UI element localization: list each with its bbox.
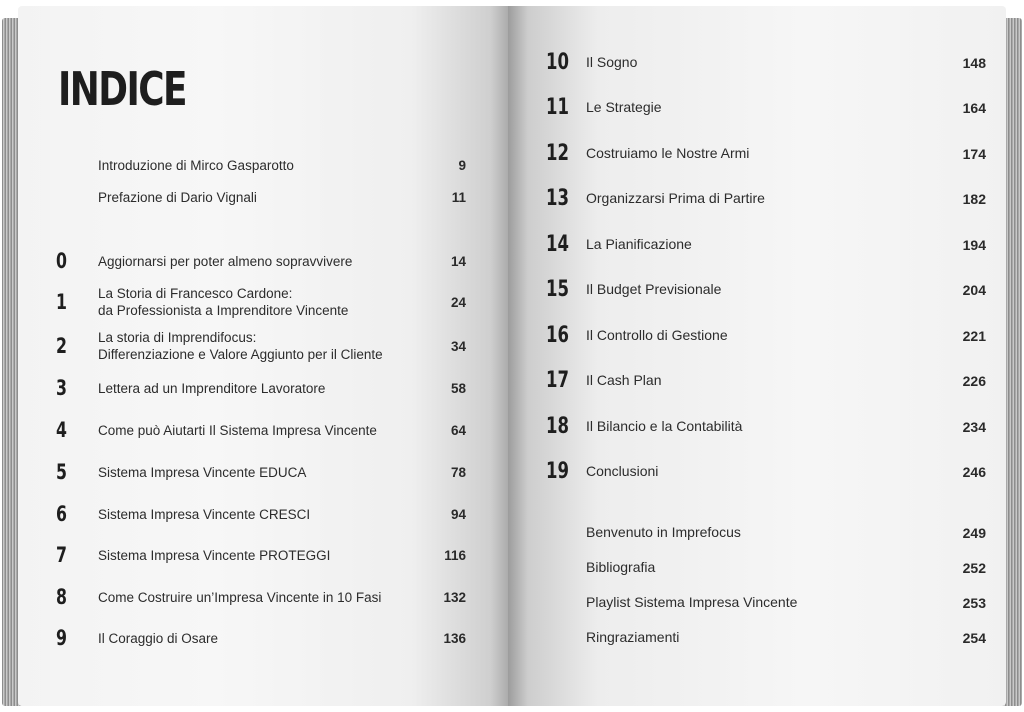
toc-entry: [56, 285, 466, 319]
chapter-title: Ringraziamenti: [586, 629, 680, 645]
chapter-title: Aggiornarsi per poter almeno sopravvivere: [98, 253, 353, 269]
chapter-title: Il Bilancio e la Contabilità: [586, 418, 743, 434]
toc-entry: [546, 368, 986, 393]
chapter-number: 1: [56, 290, 67, 314]
chapter-number: 4: [56, 418, 67, 442]
page-number: 182: [962, 190, 986, 207]
page-number: 164: [962, 99, 986, 116]
chapter-title: Conclusioni: [586, 463, 659, 479]
chapter-number: 9: [56, 626, 67, 650]
chapter-number: 3: [56, 376, 67, 400]
chapter-number: 18: [546, 414, 569, 439]
chapter-number: 14: [546, 232, 569, 257]
toc-entry: [56, 585, 466, 609]
page-number: 94: [450, 506, 466, 522]
page-number: 9: [458, 158, 466, 173]
chapter-title: Il Controllo di Gestione: [586, 327, 728, 343]
chapter-title: Il Budget Previsionale: [586, 281, 722, 297]
toc-entry: [56, 189, 466, 206]
page-title: INDICE: [58, 62, 186, 116]
chapter-title-line1: La storia di Imprendifocus:: [98, 330, 257, 345]
chapter-number: 12: [546, 141, 569, 166]
chapter-title: Bibliografia: [586, 559, 656, 575]
chapter-number: 10: [546, 50, 569, 75]
toc-entry: [546, 559, 986, 576]
chapter-number: 16: [546, 323, 569, 348]
toc-entry: [546, 50, 986, 75]
page-number: 254: [962, 629, 986, 646]
toc-entry: [56, 157, 466, 174]
toc-entry: [56, 543, 466, 567]
chapter-title-line2: Differenziazione e Valore Aggiunto per il Cliente: [98, 347, 383, 362]
page-number: 221: [962, 327, 986, 344]
page-number: 148: [962, 54, 986, 71]
chapter-title-line1: La Storia di Francesco Cardone:: [98, 286, 293, 301]
page-number: 34: [450, 338, 466, 354]
chapter-title: [98, 285, 416, 319]
toc-entry: [56, 329, 466, 363]
chapter-title: [98, 329, 416, 363]
chapter-title: Costruiamo le Nostre Armi: [586, 145, 750, 161]
page-number: 24: [450, 294, 466, 310]
chapter-title: Introduzione di Mirco Gasparotto: [98, 158, 294, 173]
page-number: 14: [450, 253, 466, 269]
right-page: [508, 6, 1006, 706]
page-number: 116: [444, 547, 466, 563]
chapter-title: Playlist Sistema Impresa Vincente: [586, 594, 798, 610]
toc-entry: [56, 460, 466, 484]
page-number: 252: [962, 559, 986, 576]
chapter-title: Il Sogno: [586, 54, 638, 70]
chapter-title: Le Strategie: [586, 99, 662, 115]
page-number: 246: [962, 463, 986, 480]
chapter-number: 15: [546, 277, 569, 302]
chapter-number: 19: [546, 459, 569, 484]
toc-entry: [546, 459, 986, 484]
page-number: 136: [443, 630, 466, 646]
page-number: 204: [962, 281, 986, 298]
page-number: 253: [962, 594, 986, 611]
chapter-title: Sistema Impresa Vincente EDUCA: [98, 464, 307, 480]
toc-entry: [546, 524, 986, 541]
toc-entry: [546, 414, 986, 439]
chapter-title: Benvenuto in Imprefocus: [586, 524, 741, 540]
chapter-number: 17: [546, 368, 569, 393]
chapter-title: La Pianificazione: [586, 236, 692, 252]
toc-entry: [56, 626, 466, 650]
chapter-title: Come può Aiutarti Il Sistema Impresa Vincente: [98, 422, 377, 438]
chapter-title: Prefazione di Dario Vignali: [98, 190, 257, 205]
left-page: [18, 6, 510, 706]
chapter-number: 6: [56, 502, 67, 526]
toc-entry: [546, 95, 986, 120]
chapter-number: 2: [56, 334, 67, 358]
toc-entry: [546, 594, 986, 611]
chapter-number: 0: [56, 249, 67, 273]
chapter-title: Lettera ad un Imprenditore Lavoratore: [98, 380, 326, 396]
chapter-number: 8: [56, 585, 67, 609]
chapter-title: Il Coraggio di Osare: [98, 630, 219, 646]
toc-entry: [546, 186, 986, 211]
toc-entry: [56, 376, 466, 400]
toc-entry: [546, 141, 986, 166]
chapter-number: 11: [546, 95, 569, 120]
chapter-number: 13: [546, 186, 569, 211]
chapter-title: Come Costruire un’Impresa Vincente in 10 Fasi: [98, 589, 382, 605]
toc-entry: [56, 502, 466, 526]
toc-entry: [546, 323, 986, 348]
page-number: 194: [962, 236, 986, 253]
toc-entry: [546, 232, 986, 257]
page-number: 58: [450, 380, 466, 396]
page-number: 174: [962, 145, 986, 162]
page-number: 64: [450, 422, 466, 438]
page-number: 234: [962, 418, 986, 435]
page-number: 226: [962, 372, 986, 389]
toc-entry: [56, 418, 466, 442]
toc-entry: [56, 249, 466, 273]
chapter-title-line2: da Professionista a Imprenditore Vincente: [98, 303, 349, 318]
chapter-title: Sistema Impresa Vincente PROTEGGI: [98, 547, 331, 563]
chapter-number: 5: [56, 460, 67, 484]
toc-entry: [546, 629, 986, 646]
chapter-title: Organizzarsi Prima di Partire: [586, 190, 765, 206]
page-number: 249: [962, 524, 986, 541]
page-number: 11: [451, 190, 466, 205]
chapter-title: Sistema Impresa Vincente CRESCI: [98, 506, 311, 522]
page-number: 132: [443, 589, 466, 605]
chapter-number: 7: [56, 543, 67, 567]
page-number: 78: [450, 464, 466, 480]
chapter-title: Il Cash Plan: [586, 372, 662, 388]
toc-entry: [546, 277, 986, 302]
